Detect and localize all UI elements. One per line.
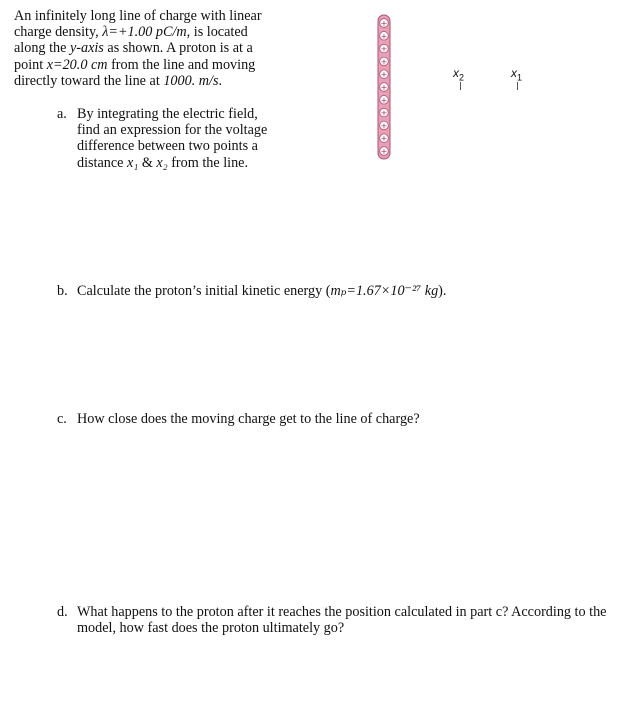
intro-text: An infinitely long line of charge with linear (14, 8, 262, 24)
intro-line (14, 73, 284, 89)
question-line (57, 155, 297, 171)
question-text: & (138, 154, 157, 171)
question-text: distance (77, 154, 128, 171)
intro-text: from the line and moving (107, 56, 256, 73)
plus-charges (380, 19, 389, 156)
question-text: ). (438, 283, 447, 299)
intro-text: , is located (186, 24, 248, 41)
position-value: x=20.0 cm (46, 56, 108, 73)
question-line (57, 106, 297, 122)
plus-charge-icon: + (380, 121, 388, 131)
question-label: b. (57, 283, 68, 299)
intro-text: point (14, 56, 47, 73)
plus-charge-icon: + (380, 44, 388, 54)
question-label: d. (57, 604, 68, 620)
plus-charge-icon: + (380, 31, 388, 41)
x2-base: x (453, 66, 459, 80)
x1-subscript: 1 (517, 72, 523, 83)
question-text: difference between two points a (77, 138, 258, 155)
line-of-charge-figure (376, 14, 392, 160)
x2-subscript: 2 (459, 72, 465, 83)
plus-charge-icon: + (380, 147, 388, 156)
question-text: from the line. (167, 154, 249, 171)
x1-tick (517, 82, 518, 90)
x1-label (511, 66, 522, 82)
intro-line (14, 8, 284, 24)
question-text: model, how fast does the proton ultimately go? (77, 620, 345, 637)
question-text: Calculate the proton’s initial kinetic energy ( (77, 283, 331, 299)
question-label: c. (57, 411, 67, 427)
proton-mass-value: mₚ=1.67×10⁻²⁷ kg (330, 283, 439, 299)
intro-line (14, 24, 284, 40)
question-text: find an expression for the voltage (77, 122, 268, 139)
plus-charge-icon: + (380, 19, 388, 28)
plus-charge-icon: + (380, 83, 388, 92)
x1-symbol: x₁ (127, 154, 139, 171)
question-text: By integrating the electric field, (77, 106, 258, 122)
question-text: How close does the moving charge get to the line of charge? (77, 411, 420, 427)
question-label: a. (57, 106, 67, 122)
intro-line (14, 57, 284, 73)
plus-charge-icon: + (380, 95, 388, 105)
plus-charge-icon: + (380, 108, 388, 118)
intro-text: charge density, (14, 24, 103, 41)
problem-statement (14, 8, 284, 89)
intro-text: . (218, 72, 223, 89)
intro-text: along the (14, 40, 70, 57)
plus-charge-icon: + (380, 70, 388, 80)
question-b (57, 283, 597, 299)
intro-line (14, 40, 284, 56)
question-c (57, 411, 597, 427)
x2-symbol: x₂ (156, 154, 168, 171)
axis-label: y-axis (69, 40, 104, 57)
x2-label (453, 66, 464, 82)
charge-density-value: λ=+1.00 pC/m (102, 24, 187, 41)
question-a (57, 106, 297, 171)
x2-tick (460, 82, 461, 90)
question-d (57, 604, 617, 636)
intro-text: as shown. A proton is at a (103, 40, 253, 57)
intro-text: directly toward the line at (14, 72, 164, 89)
question-text: What happens to the proton after it reaches the position calculated in part c? According to the (77, 604, 607, 620)
plus-charge-icon: + (380, 57, 388, 67)
speed-value: 1000. m/s (163, 72, 219, 89)
plus-charge-icon: + (380, 134, 388, 144)
x1-base: x (511, 66, 517, 80)
